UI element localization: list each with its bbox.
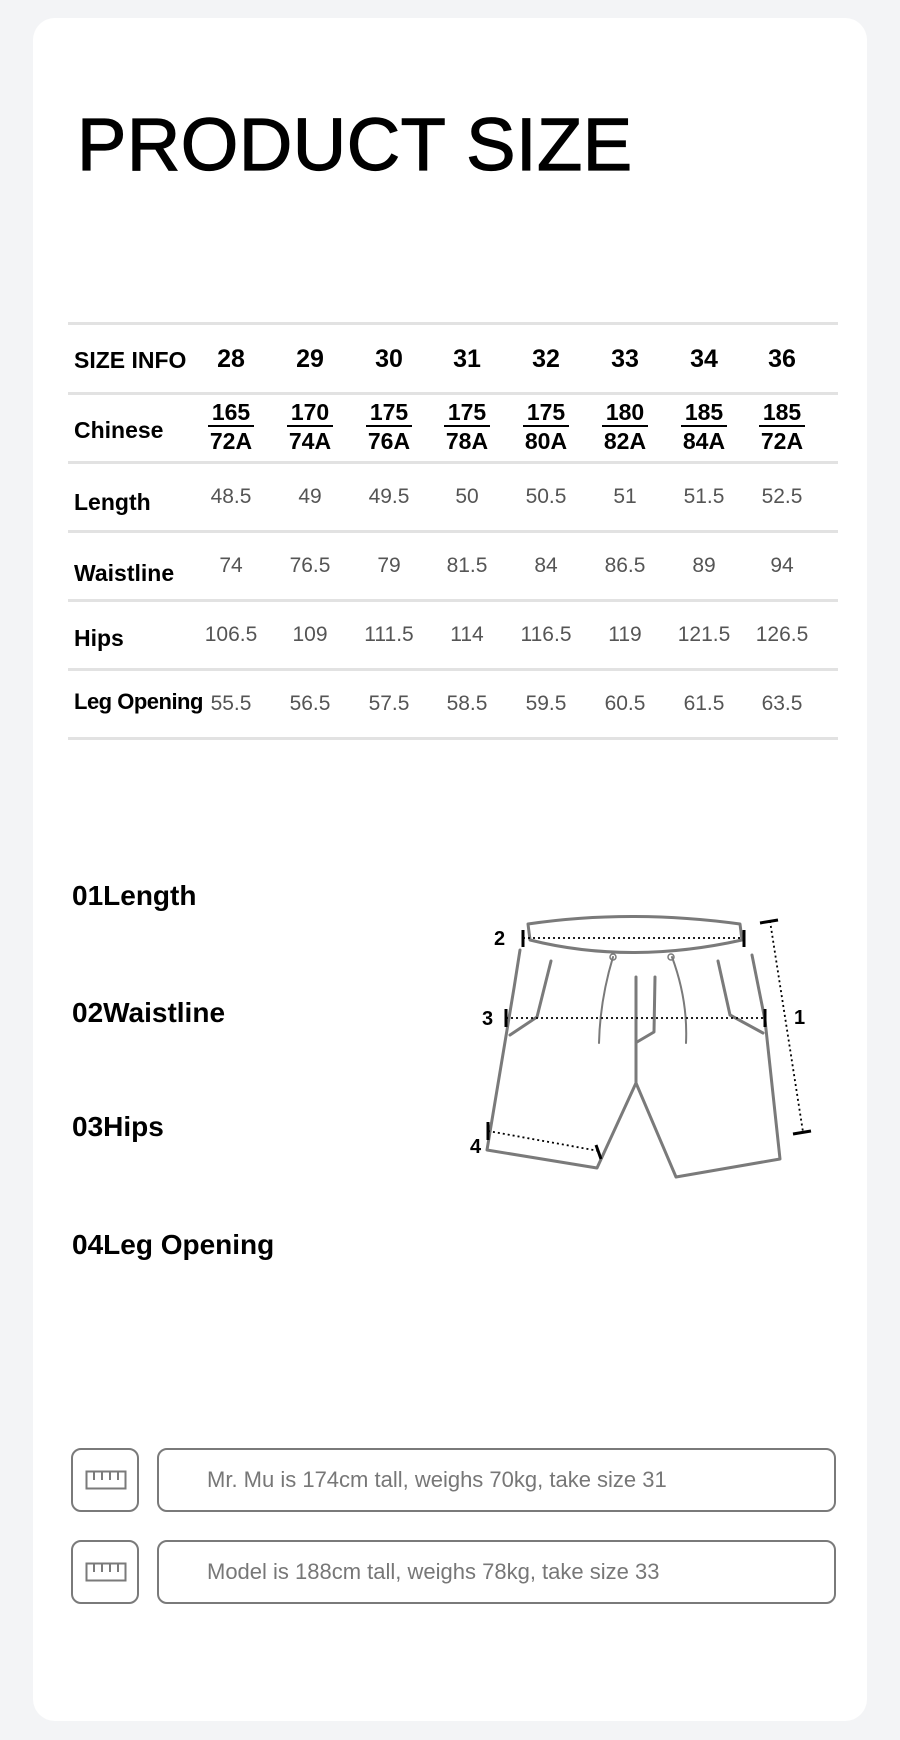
size-info-label: SIZE INFO — [74, 347, 187, 373]
shorts-diagram — [460, 905, 840, 1195]
table-cell: 76.5 — [289, 554, 331, 577]
chinese-size-value: $\frac{175}{80A}$ — [524, 399, 568, 454]
marker-3: 3 — [482, 1008, 494, 1030]
table-cell: 79 — [377, 554, 401, 577]
measurement-label-leg-opening: 04Leg Opening — [72, 1229, 275, 1260]
table-cell: 119 — [608, 623, 642, 646]
size-header: 29 — [296, 345, 324, 373]
table-cell: 63.5 — [761, 692, 803, 715]
table-header-row — [68, 322, 838, 392]
table-cell: 51 — [613, 485, 637, 508]
table-cell: 114 — [450, 623, 484, 646]
table-cell: 81.5 — [446, 554, 488, 577]
table-row-waistline — [68, 530, 838, 599]
table-cell: 60.5 — [604, 692, 646, 715]
chinese-size-value: $\frac{185}{72A}$ — [760, 399, 804, 454]
table-cell: 109 — [292, 623, 328, 646]
row-label: Hips — [74, 625, 124, 651]
table-cell: 49 — [298, 485, 322, 508]
size-header: 30 — [375, 345, 403, 373]
size-header: 28 — [217, 345, 245, 373]
table-cell: 126.5 — [755, 623, 809, 646]
table-cell: 106.5 — [204, 623, 258, 646]
ruler-icon — [71, 1448, 139, 1512]
chinese-size-value: $\frac{170}{74A}$ — [288, 399, 332, 454]
table-row-length — [68, 461, 838, 530]
marker-4: 4 — [470, 1136, 482, 1158]
table-row-chinese — [68, 392, 838, 461]
table-cell: 49.5 — [368, 485, 410, 508]
table-cell: 121.5 — [677, 623, 731, 646]
table-row-hips — [68, 599, 838, 668]
table-cell: 56.5 — [289, 692, 331, 715]
table-cell: 57.5 — [368, 692, 410, 715]
table-cell: 116.5 — [520, 623, 572, 646]
size-header: 34 — [690, 345, 718, 373]
table-cell: 50.5 — [525, 485, 567, 508]
table-cell: 59.5 — [525, 692, 567, 715]
table-cell: 50 — [455, 485, 479, 508]
model-note-2: Model is 188cm tall, weighs 78kg, take size 33 — [157, 1540, 836, 1604]
measurement-label-length: 01Length — [72, 880, 197, 911]
row-label: Length — [74, 489, 151, 515]
table-cell: 111.5 — [364, 623, 414, 646]
table-cell: 86.5 — [604, 554, 646, 577]
table-row-leg-opening — [68, 668, 838, 740]
page-title: PRODUCT SIZE — [77, 103, 633, 186]
chinese-size-value: $\frac{165}{72A}$ — [209, 399, 253, 454]
table-cell: 89 — [692, 554, 716, 577]
row-label: Leg Opening — [74, 689, 203, 714]
row-label: Chinese — [74, 417, 164, 443]
chinese-size-value: $\frac{185}{84A}$ — [682, 399, 726, 454]
marker-1: 1 — [794, 1007, 806, 1029]
shorts-outline — [487, 950, 780, 1177]
size-header: 32 — [532, 345, 560, 373]
measurement-label-hips: 03Hips — [72, 1111, 164, 1142]
table-cell: 58.5 — [446, 692, 488, 715]
table-cell: 52.5 — [761, 485, 803, 508]
size-table — [68, 322, 838, 740]
table-cell: 84 — [534, 554, 558, 577]
table-cell: 94 — [770, 554, 794, 577]
model-note-1: Mr. Mu is 174cm tall, weighs 70kg, take size 31 — [157, 1448, 836, 1512]
ruler-icon — [71, 1540, 139, 1604]
size-header: 33 — [611, 345, 639, 373]
marker-2: 2 — [494, 928, 506, 950]
size-header: 31 — [453, 345, 481, 373]
table-cell: 55.5 — [210, 692, 252, 715]
measurement-label-waistline: 02Waistline — [72, 997, 226, 1028]
size-header: 36 — [768, 345, 796, 373]
chinese-size-value: $\frac{175}{76A}$ — [367, 399, 411, 454]
table-cell: 51.5 — [683, 485, 725, 508]
row-label: Waistline — [74, 560, 175, 586]
table-cell: 74 — [219, 554, 243, 577]
chinese-size-value: $\frac{175}{78A}$ — [445, 399, 489, 454]
table-cell: 48.5 — [210, 485, 252, 508]
waistband-shape — [528, 917, 742, 953]
table-cell: 61.5 — [683, 692, 725, 715]
chinese-size-value: $\frac{180}{82A}$ — [603, 399, 647, 454]
